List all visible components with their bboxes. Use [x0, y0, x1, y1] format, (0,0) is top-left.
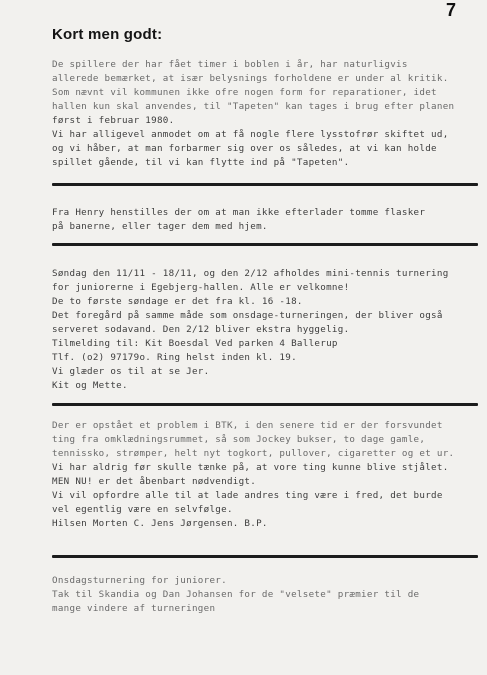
page-title: Kort men godt: [52, 26, 163, 43]
divider-rule [52, 243, 478, 246]
text-line: serveret sodavand. Den 2/12 bliver ekstra hyggelig. [52, 324, 350, 335]
text-line: Tlf. (o2) 97179o. Ring helst inden kl. 19. [52, 352, 297, 363]
text-line: først i februar 1980. [52, 115, 175, 126]
section-junior-tournament [52, 574, 482, 616]
text-line: MEN NU! er det åbenbart nødvendigt. [52, 476, 257, 487]
text-line: på banerne, eller tager dem med hjem. [52, 221, 268, 232]
divider-rule [52, 555, 478, 558]
section-mini-tennis [52, 267, 482, 393]
text-line: Som nævnt vil kommunen ikke ofre nogen form for reparationer, idet [52, 87, 437, 98]
text-line: Det foregård på samme måde som onsdage-turneringen, der bliver også [52, 310, 443, 321]
text-line: allerede bemærket, at især belysnings forholdene er under al kritik. [52, 73, 449, 84]
divider-rule [52, 183, 478, 186]
divider-rule [52, 403, 478, 406]
text-line: Vi glæder os til at se Jer. [52, 366, 210, 377]
text-line: Der er opstået et problem i BTK, i den senere tid er der forsvundet [52, 420, 443, 431]
text-line: Hilsen Morten C. Jens Jørgensen. B.P. [52, 518, 268, 529]
text-line: Tilmelding til: Kit Boesdal Ved parken 4 Ballerup [52, 338, 338, 349]
text-line: ting fra omklædningsrummet, så som Jockey bukser, to dage gamle, [52, 434, 426, 445]
text-line: for juniorerne i Egebjerg-hallen. Alle er velkomne! [52, 282, 350, 293]
text-line: tennissko, strømper, helt nyt togkort, pullover, cigaretter og et ur. [52, 448, 455, 459]
text-line: Vi har aldrig før skulle tænke på, at vore ting kunne blive stjålet. [52, 462, 449, 473]
text-line: mange vindere af turneringen [52, 603, 216, 614]
text-line: Onsdagsturnering for juniorer. [52, 575, 227, 586]
text-line: Søndag den 11/11 - 18/11, og den 2/12 afholdes mini-tennis turnering [52, 268, 449, 279]
text-line: Fra Henry henstilles der om at man ikke efterlader tomme flasker [52, 207, 426, 218]
text-line: Vi har alligevel anmodet om at få nogle flere lysstofrør skiftet ud, [52, 129, 449, 140]
text-line: Vi vil opfordre alle til at lade andres ting være i fred, det burde [52, 490, 443, 501]
text-line: De to første søndage er det fra kl. 16 -18. [52, 296, 303, 307]
page-number: 7 [446, 0, 457, 20]
text-line: spillet gående, til vi kan flytte ind på "Tapeten". [52, 157, 350, 168]
section-hall-lighting [52, 58, 482, 170]
text-line: Kit og Mette. [52, 380, 128, 391]
text-line: vel egentlig være en selvfølge. [52, 504, 233, 515]
text-line: Tak til Skandia og Dan Johansen for de "velsete" præmier til de [52, 589, 420, 600]
text-line: De spillere der har fået timer i boblen i år, har naturligvis [52, 59, 408, 70]
section-bottles [52, 206, 482, 234]
text-line: hallen kun skal anvendes, til "Tapeten" kan tages i brug efter planen [52, 101, 455, 112]
text-line: og vi håber, at man forbarmer sig over os således, at vi kan holde [52, 143, 437, 154]
section-theft [52, 419, 482, 531]
